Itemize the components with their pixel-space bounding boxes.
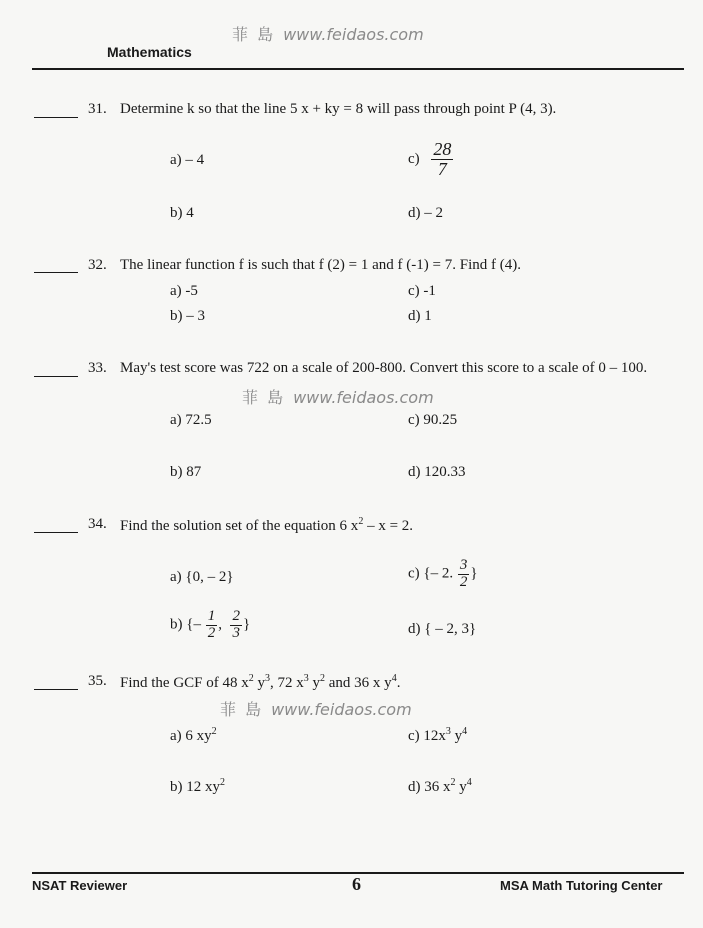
question-text: May's test score was 722 on a scale of 200-800. Convert this score to a scale of 0 – 100.: [120, 360, 648, 376]
answer-blank: [34, 376, 78, 377]
option-b: b) 4: [170, 205, 194, 221]
option-d: d) – 2: [408, 205, 443, 221]
page-number: 6: [352, 874, 361, 894]
question-text: Determine k so that the line 5 x + ky = 8 will pass through point P (4, 3).: [120, 101, 557, 117]
option-a: a) 72.5: [170, 412, 212, 428]
question-number: 35.: [88, 673, 107, 689]
watermark-top: 菲 島 www.feidaos.com: [232, 25, 424, 44]
option-c: c) $12x^3$ $y^4$: [408, 726, 468, 744]
footer-left: NSAT Reviewer: [32, 878, 128, 893]
option-d: d) { – 2, 3}: [408, 621, 477, 637]
question-text: Find the solution set of the equation 6 $x^2 - x = 2$.: [120, 516, 414, 534]
option-b: b) 12 $xy^2$: [170, 777, 225, 795]
footer-right: MSA Math Tutoring Center: [500, 878, 663, 893]
option-c: c) {– 2. $\frac{3}{2}$ }: [408, 557, 478, 590]
option-b: b) {– $\frac{1}{2}$ , $\frac{2}{3}$ }: [170, 608, 251, 641]
question-number: 31.: [88, 101, 107, 117]
answer-blank: [34, 117, 78, 118]
option-c: c) $\frac{28}{7}$: [408, 139, 452, 179]
watermark-bottom: 菲 島 www.feidaos.com: [220, 700, 412, 719]
option-d: d) 36 $x^2$ $y^4$: [408, 777, 472, 795]
option-b: b) 87: [170, 464, 202, 480]
page-subject: Mathematics: [107, 44, 192, 60]
watermark-middle: 菲 島 www.feidaos.com: [242, 388, 434, 407]
answer-blank: [34, 272, 78, 273]
header-rule: [32, 68, 684, 70]
option-c: c) -1: [408, 283, 436, 299]
question-number: 33.: [88, 360, 107, 376]
question-number: 34.: [88, 516, 107, 532]
answer-blank: [34, 689, 78, 690]
question-text: The linear function f is such that f (2) = 1 and f (-1) = 7. Find f (4).: [120, 257, 521, 273]
option-a: a) -5: [170, 283, 198, 299]
question-text: Find the GCF of 48 $x^2$ $y^3$, 72 $x^3$ $y^2$ and 36 x $y^4$.: [120, 673, 401, 691]
option-d: d) 1: [408, 308, 432, 324]
option-b: b) – 3: [170, 308, 205, 324]
option-a: a) – 4: [170, 152, 205, 168]
option-a: a) {0, – 2}: [170, 569, 234, 585]
option-d: d) 120.33: [408, 464, 466, 480]
question-number: 32.: [88, 257, 107, 273]
option-c: c) 90.25: [408, 412, 458, 428]
answer-blank: [34, 532, 78, 533]
option-a: a) 6 $xy^2$: [170, 726, 217, 744]
